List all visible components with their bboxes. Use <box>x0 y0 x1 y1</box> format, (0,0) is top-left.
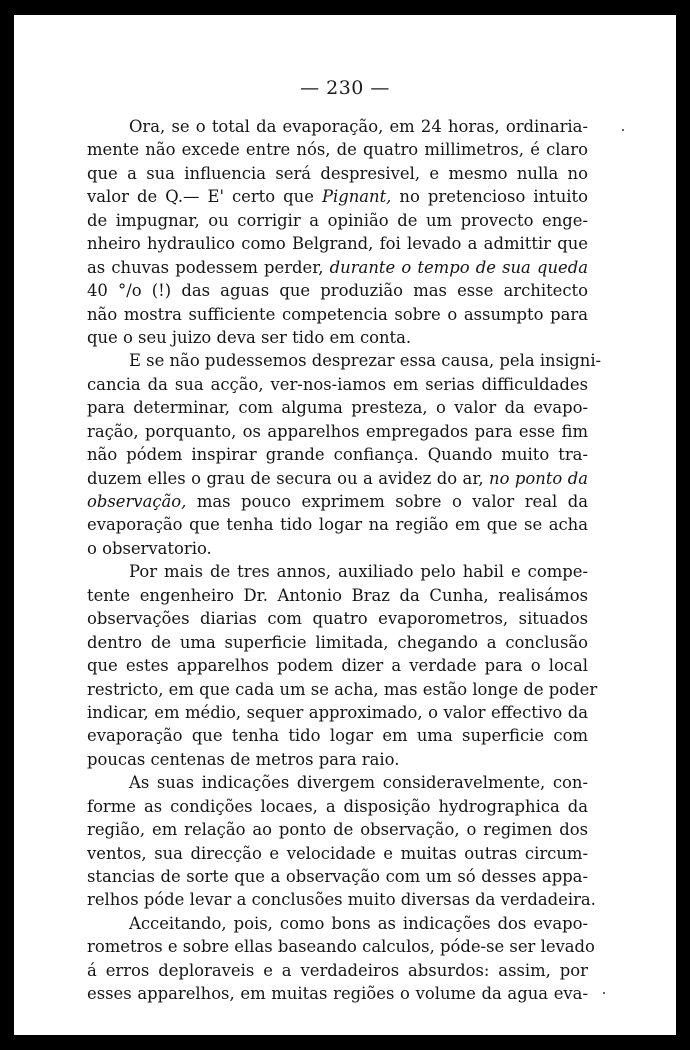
text-segment: que a sua influencia será despresivel, e mesmo nulla no <box>87 163 588 183</box>
text-line <box>87 842 588 865</box>
text-line <box>87 537 588 560</box>
text-line <box>87 935 595 958</box>
text-line <box>87 443 588 466</box>
text-line <box>87 818 588 841</box>
text-line <box>87 232 588 255</box>
text-line <box>87 138 588 161</box>
text-segment: Ora, se o total da evaporação, em 24 horas, ordinaria- <box>129 117 588 136</box>
text-segment: esses apparelhos, em muitas regiões o volume da agua eva- <box>87 984 588 1004</box>
text-line <box>87 326 588 349</box>
text-segment: ventos, sua direcção e velocidade e muitas outras circum- <box>87 843 588 863</box>
text-line <box>87 654 588 677</box>
text-segment: que o seu juizo deva ser tido em conta. <box>87 327 412 347</box>
text-segment: Acceitando, pois, como bons as indicações dos evapo- <box>129 913 588 933</box>
italic-text: Pignant, <box>321 187 392 207</box>
text-segment: 40 °/o (!) das aguas que produzião mas esse architecto <box>87 281 588 301</box>
text-line <box>87 912 588 935</box>
text-segment: rometros e sobre ellas baseando calculos, póde-se ser levado <box>87 937 595 957</box>
text-segment: evaporação que tenha tido logar na região em que se acha <box>87 515 588 535</box>
text-line <box>87 467 588 490</box>
print-speck <box>622 129 624 131</box>
italic-text: durante o tempo de sua queda <box>329 257 588 277</box>
text-line <box>87 607 588 630</box>
text-line <box>87 349 602 372</box>
text-segment: As suas indicações divergem consideravelmente, con- <box>129 773 588 793</box>
text-line <box>87 396 588 419</box>
text-segment: no pretencioso intuito <box>391 187 588 207</box>
text-line <box>87 795 588 818</box>
text-line <box>87 584 588 607</box>
text-segment: as chuvas podessem perder, <box>87 257 330 277</box>
text-segment: poucas centenas de metros para raio. <box>87 749 400 769</box>
text-segment: forme as condições locaes, a disposição hydrographica da <box>87 796 588 816</box>
text-segment: valor de Q.— E' certo que <box>87 187 322 207</box>
text-segment: ração, porquanto, os apparelhos empregados para esse fim <box>87 421 588 441</box>
text-line <box>87 982 588 1005</box>
text-line <box>87 420 588 443</box>
text-line <box>87 185 588 208</box>
text-line <box>87 701 588 724</box>
text-segment: que estes apparelhos podem dizer a verdade para o local <box>87 656 588 676</box>
text-line <box>87 678 598 701</box>
text-segment: indicar, em médio, sequer approximado, o valor effectivo da <box>87 702 588 722</box>
text-segment: dentro de uma superficie limitada, chegando a conclusão <box>87 632 588 652</box>
text-segment: cancia da sua acção, ver-nos-iamos em serias difficuldades <box>87 374 588 394</box>
text-segment: para determinar, com alguma presteza, o valor da evapo- <box>87 398 588 418</box>
text-segment: observações diarias com quatro evaporometros, situados <box>87 609 588 629</box>
text-line <box>87 115 588 138</box>
text-line <box>87 373 588 396</box>
italic-text: observação, <box>87 492 187 511</box>
text-segment: restricto, em que cada um se acha, mas estão longe de poder <box>87 679 598 699</box>
text-line <box>87 748 588 771</box>
book-page <box>14 15 676 1035</box>
body-text <box>87 115 602 1006</box>
text-line <box>87 490 588 513</box>
text-segment: Por mais de tres annos, auxiliado pelo habil e compe- <box>129 562 588 582</box>
text-segment: não mostra sufficiente competencia sobre o assumpto para <box>87 304 588 324</box>
text-line <box>87 560 588 583</box>
text-segment: stancias de sorte que a observação com um só desses appa- <box>87 867 588 886</box>
text-line <box>87 279 588 302</box>
text-segment: o observatorio. <box>87 538 212 558</box>
text-line <box>87 162 588 185</box>
text-segment: mas pouco exprimem sobre o valor real da <box>186 492 588 511</box>
text-line <box>87 256 588 279</box>
text-line <box>87 724 588 747</box>
text-line <box>87 513 588 536</box>
text-segment: mente não excede entre nós, de quatro millimetros, é claro <box>87 140 588 160</box>
text-segment: duzem elles o grau de secura ou a avidez do ar, <box>87 468 490 488</box>
text-segment: de impugnar, ou corrigir a opinião de um provecto enge- <box>87 210 588 230</box>
text-line <box>87 959 588 982</box>
text-segment: E se não pudessemos desprezar essa causa, pela insigni- <box>129 351 602 371</box>
text-segment: região, em relação ao ponto de observação, o regimen dos <box>87 820 588 840</box>
text-segment: á erros deploraveis e a verdadeiros absurdos: assim, por <box>87 960 588 980</box>
print-speck <box>603 992 605 994</box>
text-segment: nheiro hydraulico como Belgrand, foi levado a admittir que <box>87 234 588 254</box>
text-line <box>87 303 588 326</box>
text-line <box>87 209 588 232</box>
text-line <box>87 631 588 654</box>
text-line <box>87 771 588 794</box>
italic-text: no ponto da <box>489 468 588 488</box>
text-segment: tente engenheiro Dr. Antonio Braz da Cunha, realisámos <box>87 585 588 605</box>
page-number: — 230 — <box>300 77 390 99</box>
text-segment: não pódem inspirar grande confiança. Quando muito tra- <box>87 445 588 465</box>
text-line <box>87 888 596 911</box>
text-segment: evaporação que tenha tido logar em uma superficie com <box>87 726 588 746</box>
text-line <box>87 865 588 888</box>
text-segment: relhos póde levar a conclusões muito diversas da verdadeira. <box>87 890 596 910</box>
